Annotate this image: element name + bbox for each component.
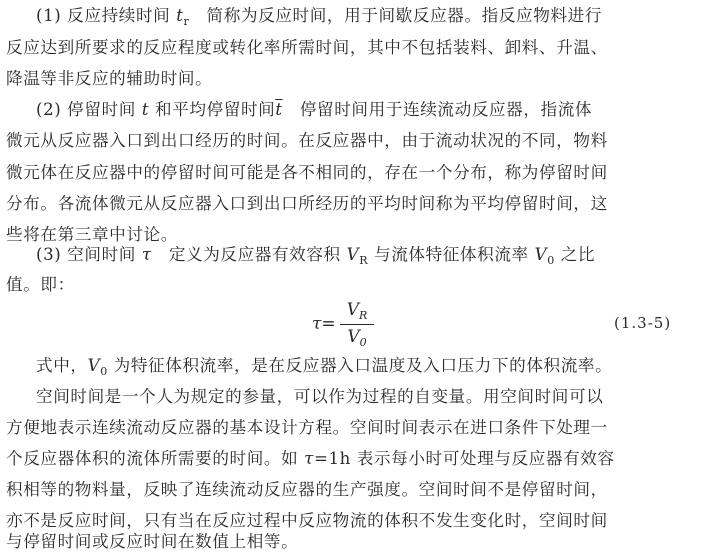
subscript: R xyxy=(358,309,368,322)
para5-line2: 方便地表示连续流动反应器的基本设计方程。空间时间表示在进口条件下处理一 xyxy=(6,418,608,437)
text: 为特征体积流率，是在反应器入口温度及入口压力下的体积流率。 xyxy=(107,356,613,375)
para1-line3: 降温等非反应的辅助时间。 xyxy=(6,69,213,88)
para1-line1 xyxy=(0,5,709,29)
symbol-t: t xyxy=(141,100,150,119)
symbol-v: V xyxy=(87,356,101,375)
para2-line5: 些将在第三章中讨论。 xyxy=(6,225,178,244)
subscript: 0 xyxy=(100,365,108,378)
text: 停留时间用于连续流动反应器，指流体 xyxy=(282,100,593,119)
text: (2) 停留时间 xyxy=(36,100,142,119)
text: 定义为反应器有效容积 xyxy=(151,245,347,264)
para5-line1: 空间时间是一个人为规定的参量，可以作为过程的自变量。用空间时间可以 xyxy=(36,387,604,406)
symbol-t: t xyxy=(176,6,184,25)
para5-line5: 亦不是反应时间，只有当在反应过程中反应物流的体积不发生变化时，空间时间 xyxy=(6,511,608,530)
para1-line2: 反应达到所要求的反应程度或转化率所需时间，其中不包括装料、卸料、升温、 xyxy=(6,38,608,57)
subscript: R xyxy=(359,254,369,267)
text: 与流体特征体积流率 xyxy=(368,245,535,264)
para5-line6: 与停留时间或反应时间在数值上相等。 xyxy=(6,532,299,551)
text: 个反应器体积的流体所需要的时间。如 xyxy=(6,449,305,468)
equation-number: (1.3-5) xyxy=(614,314,672,332)
para2-line3: 微元体在反应器中的停留时间可能是各不相同的，存在一个分布，称为停留时间 xyxy=(6,163,608,182)
subscript: r xyxy=(183,15,190,28)
subscript: 0 xyxy=(359,336,367,349)
para2-line2: 微元从反应器入口到出口经历的时间。在反应器中，由于流动状况的不同，物料 xyxy=(6,131,608,150)
para2-line4: 分布。各流体微元从反应器入口到出口所经历的平均时间称为平均停留时间，这 xyxy=(6,194,608,213)
text: (1) 反应持续时间 xyxy=(36,6,177,25)
equation-lhs: τ= xyxy=(312,314,336,334)
text: 简称为反应时间，用于间歇反应器。指反应物料进行 xyxy=(189,6,603,25)
text: =1h 表示每小时可处理与反应器有效容 xyxy=(313,449,615,468)
denominator-symbol: V xyxy=(347,327,360,347)
para4-line1 xyxy=(0,355,709,379)
text: 之比 xyxy=(554,245,596,264)
subscript: 0 xyxy=(547,254,555,267)
text: 和平均停留时间 xyxy=(149,100,276,119)
text: (3) 空间时间 xyxy=(36,245,142,264)
para5-line4: 积相等的物料量，反映了连续流动反应器的生产强度。空间时间不是停留时间， xyxy=(6,480,608,499)
symbol-v: V xyxy=(534,245,548,264)
symbol-tau: τ xyxy=(141,245,152,264)
numerator-symbol: V xyxy=(346,300,359,320)
denominator xyxy=(340,327,374,349)
fraction-bar xyxy=(340,324,374,325)
text: 式中， xyxy=(36,356,88,375)
symbol-v: V xyxy=(346,245,360,264)
para5-line3 xyxy=(0,448,706,470)
symbol-t-bar: $\overline{t}$ xyxy=(275,100,283,119)
para3-line2: 值。即： xyxy=(6,275,75,294)
para3-line1 xyxy=(0,244,709,268)
symbol-tau: τ xyxy=(304,449,314,468)
numerator xyxy=(340,300,374,322)
fraction xyxy=(340,300,374,349)
para2-line1 xyxy=(0,99,709,121)
